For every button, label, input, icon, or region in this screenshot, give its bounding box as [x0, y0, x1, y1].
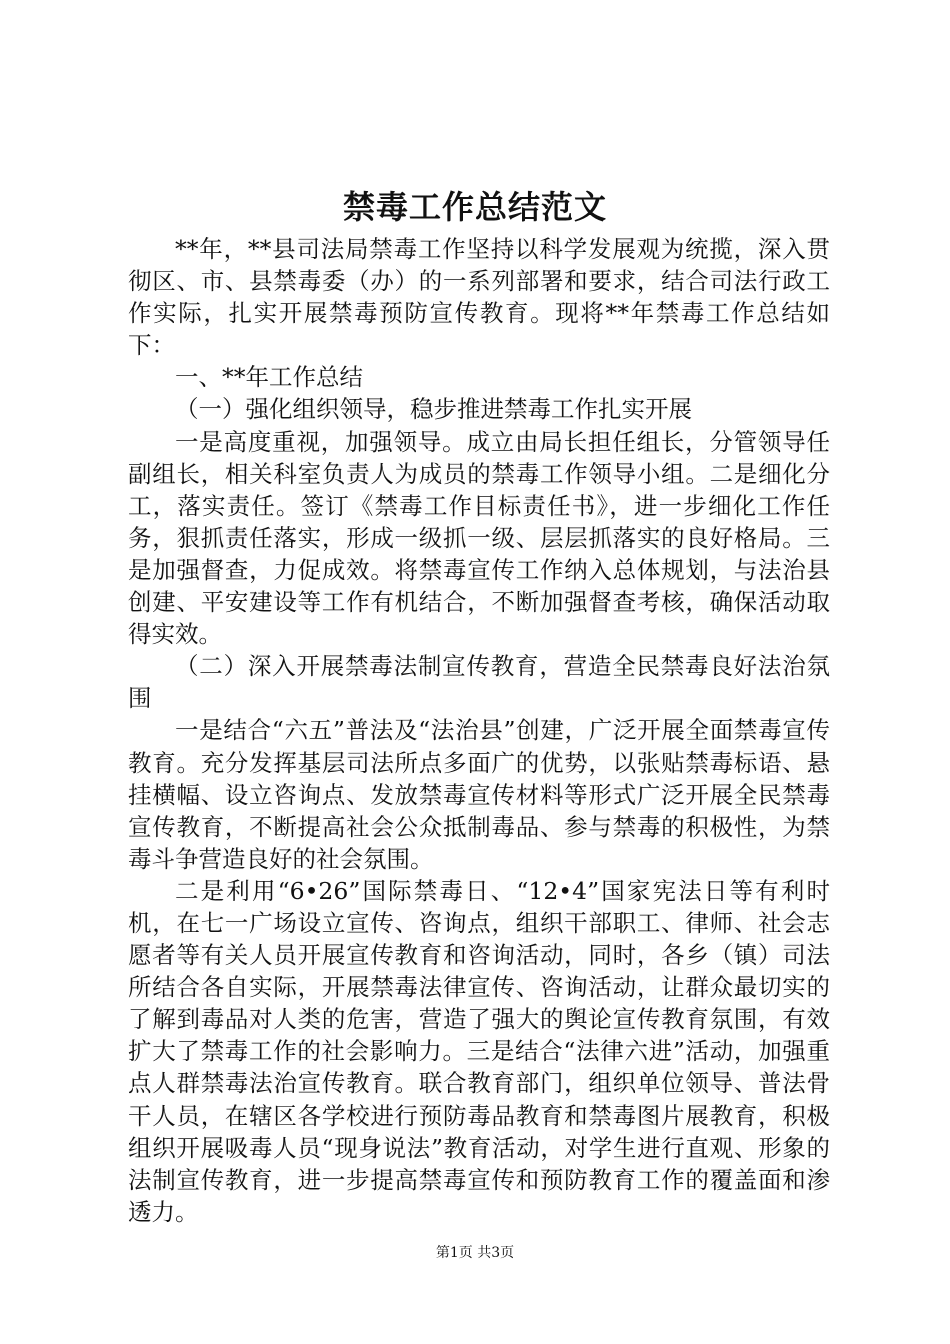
section-heading: 一、**年工作总结: [175, 363, 363, 392]
page-footer: 第1页 共3页: [435, 1245, 515, 1261]
paragraph-leadership: 一是高度重视，加强领导。成立由局长担任组长，分管领导任副组长，相关科室负责人为成员的禁毒工作领导小组。二是细化分工，落实责任。签订《禁毒工作目标责任书》，进一步细化工作任务，狠抓责任落实，形成一级抓一级、层层抓落实的良好格局。三是加强督查，力促成效。将禁毒宣传工作纳入总体规划，与法治县创建、平安建设等工作有机结合，不断加强督查考核，确保活动取得实效。: [128, 427, 830, 649]
subsection-heading-2: （二）深入开展禁毒法制宣传教育，营造全民禁毒良好法治氛围: [128, 652, 830, 713]
document-title: 禁毒工作总结范文: [342, 188, 607, 226]
paragraph-publicity-1: 一是结合“六五”普法及“法治县”创建，广泛开展全面禁毒宣传教育。充分发挥基层司法所点多面广的优势，以张贴禁毒标语、悬挂横幅、设立咨询点、发放禁毒宣传材料等形式广泛开展全民禁毒宣传教育，不断提高社会公众抵制毒品、参与禁毒的积极性，为禁毒斗争营造良好的社会氛围。: [128, 716, 830, 873]
paragraph-intro: **年，**县司法局禁毒工作坚持以科学发展观为统揽，深入贯彻区、市、县禁毒委（办）的一系列部署和要求，结合司法行政工作实际，扎实开展禁毒预防宣传教育。现将**年禁毒工作总结如下：: [128, 235, 830, 360]
subsection-heading-1: （一）强化组织领导，稳步推进禁毒工作扎实开展: [175, 395, 692, 424]
paragraph-publicity-2: 二是利用“6•26”国际禁毒日、“12•4”国家宪法日等有利时机，在七一广场设立宣传、咨询点，组织干部职工、律师、社会志愿者等有关人员开展宣传教育和咨询活动，同时，各乡（镇）司法所结合各自实际，开展禁毒法律宣传、咨询活动，让群众最切实的了解到毒品对人类的危害，营造了强大的舆论宣传教育氛围，有效扩大了禁毒工作的社会影响力。三是结合“法律六进”活动，加强重点人群禁毒法治宣传教育。联合教育部门，组织单位领导、普法骨干人员，在辖区各学校进行预防毒品教育和禁毒图片展教育，积极组织开展吸毒人员“现身说法”教育活动，对学生进行直观、形象的法制宣传教育，进一步提高禁毒宣传和预防教育工作的覆盖面和渗透力。: [128, 876, 830, 1226]
document-body: [128, 233, 830, 1228]
